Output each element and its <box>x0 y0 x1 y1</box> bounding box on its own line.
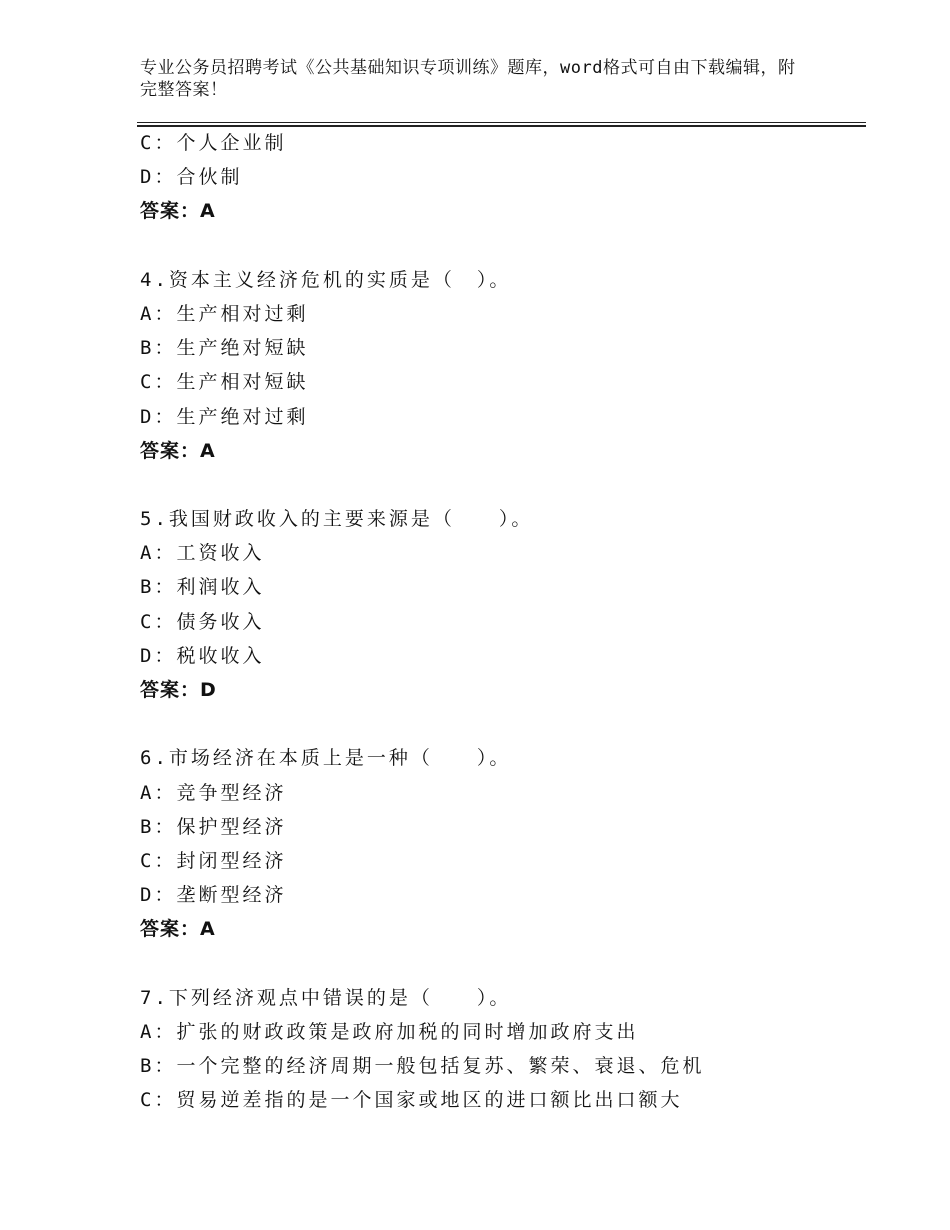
option-line: C：贸易逆差指的是一个国家或地区的进口额比出口额大 <box>140 1089 683 1112</box>
option-line: A：扩张的财政政策是政府加税的同时增加政府支出 <box>140 1020 639 1043</box>
option-line: C：封闭型经济 <box>140 849 287 872</box>
spacer <box>140 947 860 981</box>
option-line: B：一个完整的经济周期一般包括复苏、繁荣、衰退、危机 <box>140 1055 705 1078</box>
option-line: B：保护型经济 <box>140 815 287 838</box>
answer-line: 答案：D <box>140 679 217 701</box>
question-stem: 7.下列经济观点中错误的是（ ）。 <box>140 986 512 1009</box>
option-line: A：工资收入 <box>140 542 265 565</box>
spacer <box>140 468 860 502</box>
option-line: A：竞争型经济 <box>140 781 287 804</box>
answer-line: 答案：A <box>140 200 216 223</box>
option-line: D：税收收入 <box>140 644 265 667</box>
header-rule-thin <box>137 122 866 123</box>
option-line: C：债务收入 <box>140 610 265 633</box>
spacer <box>140 707 860 741</box>
option-line: C：生产相对短缺 <box>140 371 309 394</box>
question-stem: 5.我国财政收入的主要来源是（ ）。 <box>140 508 534 531</box>
option-line: B：利润收入 <box>140 576 265 599</box>
option-line: D：垄断型经济 <box>140 884 287 907</box>
question-stem: 6.市场经济在本质上是一种（ ）。 <box>140 747 512 770</box>
option-line: D：合伙制 <box>140 166 243 189</box>
answer-line: 答案：A <box>140 439 216 462</box>
option-line: D：生产绝对过剩 <box>140 405 309 428</box>
spacer <box>140 229 860 263</box>
answer-line: 答案：A <box>140 918 216 941</box>
option-line: B：生产绝对短缺 <box>140 337 309 360</box>
question-list <box>140 126 860 1117</box>
question-stem: 4.资本主义经济危机的实质是（ ）。 <box>140 268 512 291</box>
option-line: A：生产相对过剩 <box>140 302 309 325</box>
option-line: C：个人企业制 <box>140 132 287 154</box>
page-header: 专业公务员招聘考试《公共基础知识专项训练》题库，word格式可自由下载编辑，附完整答案！ <box>140 58 796 100</box>
